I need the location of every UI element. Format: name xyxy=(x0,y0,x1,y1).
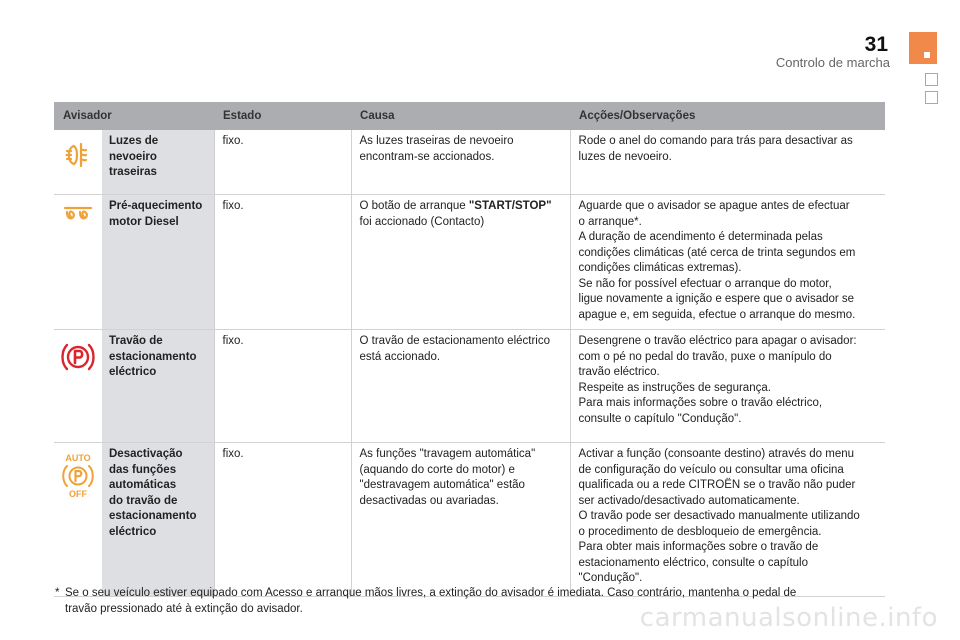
cause-line: está accionado. xyxy=(359,350,441,363)
footnote-marker: * xyxy=(55,587,60,599)
cause-line: (aquando do corte do motor) e xyxy=(359,463,515,476)
auto-parking-brake-off-icon xyxy=(61,453,95,499)
name-line: eléctrico xyxy=(109,525,157,538)
action-line: Activar a função (consoante destino) através do menu xyxy=(578,448,855,460)
action-line: qualificada ou a rede CITROËN se o travão não puder xyxy=(578,479,856,491)
start-stop-label: "START/STOP" xyxy=(468,200,552,212)
chapter-tab-box[interactable] xyxy=(925,73,938,86)
action-line: "Condução". xyxy=(578,572,643,584)
name-line: Desactivação xyxy=(109,448,183,460)
rear-fog-lamp-icon xyxy=(63,140,93,170)
table-row xyxy=(54,195,885,330)
action-line: Para mais informações sobre o travão eléctrico, xyxy=(578,397,823,409)
name-line: das funções xyxy=(109,463,177,476)
name-line: estacionamento xyxy=(109,510,197,522)
name-line: motor Diesel xyxy=(109,215,179,228)
warning-state: fixo. xyxy=(214,130,351,195)
parking-p-glyph xyxy=(75,351,82,363)
cause-line: As luzes traseiras de nevoeiro xyxy=(359,135,514,147)
header-estado: Estado xyxy=(214,102,351,130)
warning-cause xyxy=(351,443,570,597)
name-line: Luzes de xyxy=(109,135,159,147)
off-label: OFF xyxy=(69,489,87,499)
section-title: Controlo de marcha xyxy=(775,55,890,70)
cause-line: foi accionado (Contacto) xyxy=(359,215,485,228)
icon-cell xyxy=(54,443,102,597)
warning-state: fixo. xyxy=(214,330,351,443)
name-line: eléctrico xyxy=(109,366,157,378)
table-row xyxy=(54,443,885,597)
action-line: com o pé no pedal do travão, puxe o manípulo do xyxy=(578,350,832,363)
header-accoes: Acções/Observações xyxy=(570,102,885,130)
warning-action xyxy=(570,195,885,330)
warning-state: fixo. xyxy=(214,443,351,597)
chapter-tab-active[interactable] xyxy=(909,32,937,64)
table-header-row xyxy=(54,102,885,130)
warning-name xyxy=(102,443,214,597)
warning-state: fixo. xyxy=(214,195,351,330)
action-line: Aguarde que o avisador se apague antes de efectuar xyxy=(578,200,850,212)
action-line: condições climáticas extremas). xyxy=(578,262,742,274)
watermark: carmanualsonline.info xyxy=(639,603,938,633)
action-line: de configuração do veículo ou consultar uma oficina xyxy=(578,463,844,476)
action-line: O travão pode ser desactivado manualmente utilizando xyxy=(578,510,860,522)
action-line: o arranque*. xyxy=(578,215,642,228)
action-line: A duração de acendimento é determinada pelas xyxy=(578,231,823,243)
action-line: ligue novamente a ignição e espere que o avisador se xyxy=(578,293,855,305)
warning-cause xyxy=(351,195,570,330)
action-line: luzes de nevoeiro. xyxy=(578,150,672,163)
name-line: estacionamento xyxy=(109,350,197,363)
action-line: Rode o anel do comando para trás para desactivar as xyxy=(578,135,853,147)
header-causa: Causa xyxy=(351,102,570,130)
name-line: do travão de xyxy=(109,494,178,507)
header-avisador: Avisador xyxy=(54,102,214,130)
table-row xyxy=(54,130,885,195)
cause-text: O botão de arranque xyxy=(359,200,469,212)
chapter-tab-box[interactable] xyxy=(925,91,938,104)
warning-name xyxy=(102,330,214,443)
warning-action xyxy=(570,130,885,195)
icon-cell xyxy=(54,330,102,443)
name-line: Pré-aquecimento xyxy=(109,200,203,212)
footnote-line: Se o seu veículo estiver equipado com Acesso e arranque mãos livres, a extinção do avisador é imediata. Caso contrário, mantenha o pedal de xyxy=(65,587,797,599)
cause-line: encontram-se accionados. xyxy=(359,150,495,163)
parking-brake-icon xyxy=(60,340,96,374)
table-row xyxy=(54,330,885,443)
action-line: o procedimento de desbloqueio de emergência. xyxy=(578,525,822,538)
page-number: 31 xyxy=(864,33,888,56)
action-line: estacionamento eléctrico, consulte o capítulo xyxy=(578,556,809,569)
name-line: traseiras xyxy=(109,166,157,178)
action-line: consulte o capítulo "Condução". xyxy=(578,412,742,425)
icon-cell xyxy=(54,195,102,330)
name-line: automáticas xyxy=(109,479,177,491)
warning-action xyxy=(570,330,885,443)
action-line: Desengrene o travão eléctrico para apagar o avisador: xyxy=(578,335,857,347)
warning-action xyxy=(570,443,885,597)
cause-line: O travão de estacionamento eléctrico xyxy=(359,335,551,347)
name-line: Travão de xyxy=(109,335,163,347)
icon-cell xyxy=(54,130,102,195)
warning-cause xyxy=(351,330,570,443)
warning-name xyxy=(102,130,214,195)
action-line: apague e, em seguida, efectue o arranque do mesmo. xyxy=(578,308,856,321)
cause-line: As funções "travagem automática" xyxy=(359,448,536,460)
warning-lights-table xyxy=(54,102,885,597)
action-line: Para obter mais informações sobre o travão de xyxy=(578,541,819,553)
name-line: nevoeiro xyxy=(109,150,157,163)
cause-line: desactivadas ou avariadas. xyxy=(359,494,499,507)
preheating-glow-plug-icon xyxy=(63,205,93,227)
action-line: ser activado/desactivado automaticamente. xyxy=(578,494,800,507)
action-line: Respeite as instruções de segurança. xyxy=(578,381,771,394)
action-line: Se não for possível efectuar o arranque do motor, xyxy=(578,277,832,290)
auto-label: AUTO xyxy=(65,453,91,463)
action-line: travão eléctrico. xyxy=(578,366,660,378)
action-line: condições climáticas (até cerca de trinta segundos em xyxy=(578,246,856,259)
footnote-line: travão pressionado até à extinção do avisador. xyxy=(65,603,303,615)
warning-name xyxy=(102,195,214,330)
warning-cause xyxy=(351,130,570,195)
tab-marker xyxy=(924,52,930,58)
cause-line: "destravagem automática" estão xyxy=(359,479,525,491)
